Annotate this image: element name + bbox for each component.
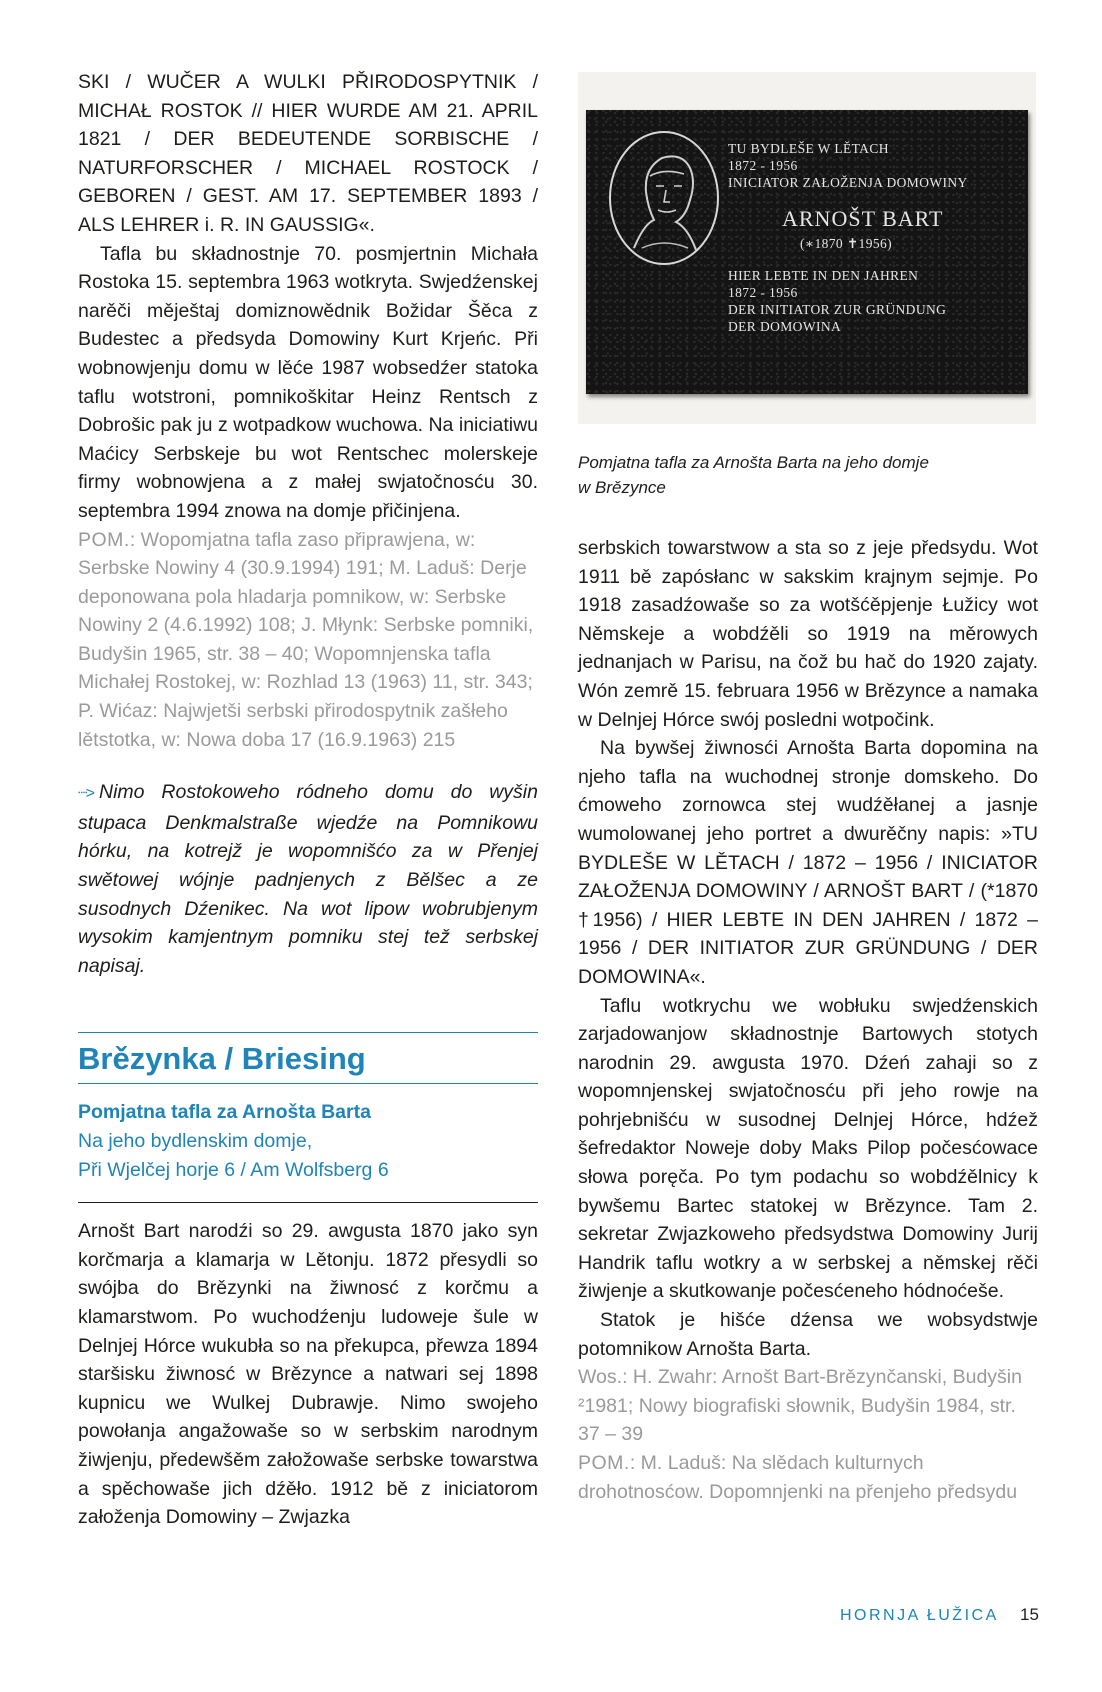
plaque-line: DER INITIATOR ZUR GRÜNDUNG <box>728 302 947 317</box>
memorial-plaque <box>586 110 1028 394</box>
body-paragraph: SKI / WUČER A WULKI PŘIRODOSPYTNIK / MICHAŁ ROSTOK // HIER WURDE AM 21. APRIL 1821 / DER BEDEUTENDE SORBISCHE / NATURFORSCHER / MICHAEL ROSTOCK / GEBOREN / GEST. AM 17. SEPTEMBER 1893 / ALS LEHRER i. R. IN GAUSSIG«. <box>78 71 538 236</box>
page-number: 15 <box>1020 1605 1039 1624</box>
portrait-relief-icon <box>604 128 724 268</box>
aside-text: Nimo Rostokoweho ródneho domu do wyšin stupaca Denkmalstraße wjedźe na Pomnikowu hórku, na kotrejž je wopomnišćo za w Přenjej swětowej wójnje padnjenych z Bělšec a ze susodnych Dźenikec. Na wot lipow wobrubjenym wysokim kamjentnym pomniku stej tež serbskej napisaj. <box>78 781 538 977</box>
reference-note <box>78 526 538 755</box>
dotted-arrow-icon: ┈> <box>78 785 93 803</box>
source-note <box>578 1363 1038 1449</box>
caption-line: w Brězynce <box>578 478 666 497</box>
reference-note <box>578 1449 1038 1506</box>
aside-paragraph <box>78 778 538 980</box>
plaque-line: INICIATOR ZAŁOŽENJA DOMOWINY <box>728 175 968 190</box>
entry-title: Pomjatna tafla za Arnošta Barta <box>78 1101 371 1124</box>
note-text: : M. Laduš: Na slědach kulturnych drohotnosćow. Dopomnjenki na přenjeho předsydu <box>578 1452 1018 1503</box>
section-title: Brězynka / Briesing <box>78 1041 366 1077</box>
entry-divider <box>78 1202 538 1203</box>
note-label: Wos. <box>578 1366 623 1389</box>
plaque-name: ARNOŠT BART <box>782 206 944 231</box>
section-rule-bottom <box>78 1083 538 1084</box>
left-column <box>78 68 538 1532</box>
note-label: POM. <box>78 528 130 551</box>
body-paragraph: Taflu wotkrychu we wobłuku swjedźenskich zarjadowanjow składnostnje Bartowych stotych narodnin 29. awgusta 1970. Dźeń zahaji so z wopomnjenskej swjatočnosću při jeho rowje na pohrjebnišću w susodnej Delnjej Hórce, hdźež šefredaktor Noweje doby Maks Pilop počesćowace słowa poręča. Po tym podachu so wobdźělnicy k bywšemu Bartec statokej w Brězynce. Tam 2. sekretar Zwjazkoweho předsydstwa Domowiny Jurij Handrik taflu wotkry a w serbskej a němskej rěči žiwjenje a skutkowanje počesćeneho hódnoćeše. <box>578 994 1038 1303</box>
body-paragraph: Statok je hišće dźensa we wobsydstwje potomnikow Arnošta Barta. <box>578 1309 1038 1360</box>
note-label: POM. <box>578 1452 630 1474</box>
plaque-dates: (∗1870 ✝1956) <box>800 236 893 251</box>
plaque-photo <box>578 72 1036 424</box>
entry-address: Při Wjelčej horje 6 / Am Wolfsberg 6 <box>78 1158 389 1181</box>
plaque-line: 1872 - 1956 <box>728 158 798 173</box>
note-text: : Wopomjatna tafla zaso připrawjena, w: Serbske Nowiny 4 (30.9.1994) 191; M. Laduš: Derje deponowana pola hladarja pomnikow, w: Serbske Nowiny 2 (4.6.1992) 108; J. Młynk: Serbske pomniki, Budyšin 1965, str. 38 – 40; Wopomnjenska tafla Michałej Rostokej, w: Rozhlad 13 (1963) 11, str. 343; P. Wićaz: Najwjetši serbski přirodospytnik zašłeho lětstotka, w: Nowa doba 17 (16.9.1963) 215 <box>78 528 534 751</box>
body-paragraph: serbskich towarstwow a sta so z jeje předsydu. Wot 1911 bě zapósłanc w sakskim krajnym sejmje. Po 1918 zasadźowaše so za wotšćěpjenje Łužicy wot Němskeje a wobdźěli so 1919 na měrowych jednanjach w Parisu, na čož bu hač do 1920 zajaty. Wón zemrě 15. februara 1956 w Brězynce a namaka w Delnjej Hórce swój posledni wotpočink. <box>578 537 1038 731</box>
right-column <box>578 534 1038 1506</box>
body-paragraph: Tafla bu składnostnje 70. posmjertnin Michała Rostoka 15. septembra 1963 wotkryta. Swjedźenskej narěči měještaj domiznowědnik Božidar Šěca z Budestec a předsyda Domowiny Kurt Krjeńc. Při wobnowjenju domu w lěće 1987 wobsedźer statoka taflu wotstroni, pomnikoškitar Heinz Rentsch z Dobrošic pak ju z wotpadkow wuchowa. Na iniciatiwu Maćicy Serbskeje bu wot Rentschec molerskeje firmy wobnowjena a z małej swjatočnosću 30. septembra 1994 znowa na domje přičinjena. <box>78 242 538 522</box>
photo-caption <box>578 450 1038 500</box>
plaque-line: HIER LEBTE IN DEN JAHREN <box>728 268 919 283</box>
entry-location: Na jeho bydlenskim domje, <box>78 1130 313 1152</box>
body-paragraph: Arnošt Bart narodźi so 29. awgusta 1870 jako syn korčmarja a klamarja w Lětonju. 1872 přesydli so swójba do Brězynki na žiwnosć z korčmu a klamarstwom. Po wuchodźenju ludoweje šule w Delnjej Hórce wukubła so na překupca, přewza 1894 staršisku žiwnosć w Brězynce a natwari sej 1898 kupnicu we Wulkej Dubrawje. Nimo swojeho powołanja angažowaše so w serbskim narodnym žiwjenju, předewšěm załožowaše serbske towarstwa a spěchowaše jich dźěło. 1912 bě z iniciatorom załoženja Domowiny – Zwjazka <box>78 1220 538 1529</box>
plaque-line: TU BYDLEŠE W LĚTACH <box>728 141 889 156</box>
note-text: : H. Zwahr: Arnošt Bart-Brězynčanski, Budyšin ²1981; Nowy biografiski słownik, Budyšin 1984, str. 37 – 39 <box>578 1366 1022 1446</box>
plaque-line: DER DOMOWINA <box>728 319 842 334</box>
plaque-line: 1872 - 1956 <box>728 285 798 300</box>
body-paragraph: Na bywšej žiwnosći Arnošta Barta dopomina na njeho tafla na wuchodnej stronje domskeho. Do ćmoweho zornowca stej wudźěłanej a jasnje wumolowanej jeho portret a dwurěčny napis: »TU BYDLEŠE W LĚTACH / 1872 – 1956 / INICIATOR ZAŁOŽENJA DOMOWINY / ARNOŠT BART / (*1870 †1956) / HIER LEBTE IN DEN JAHREN / 1872 – 1956 / DER INITIATOR ZUR GRÜNDUNG / DER DOMOWINA«. <box>578 737 1038 988</box>
caption-line: Pomjatna tafla za Arnošta Barta na jeho domje <box>578 453 929 472</box>
running-head: HORNJA ŁUŽICA <box>840 1607 999 1624</box>
